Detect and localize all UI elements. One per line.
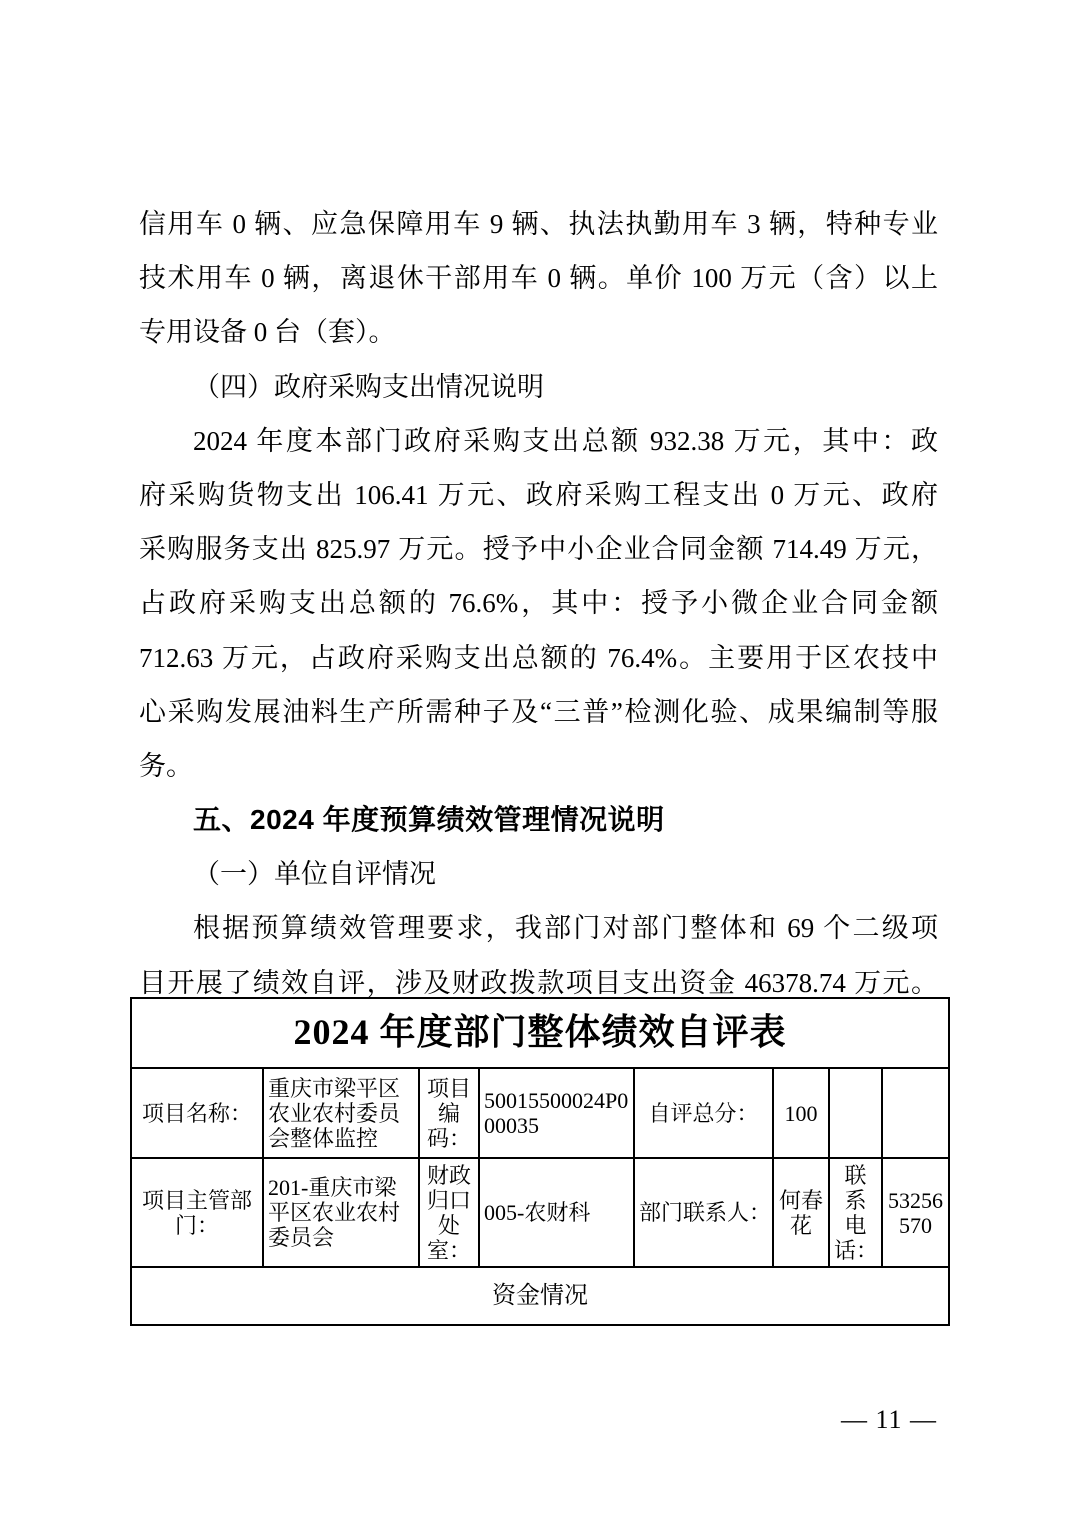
- heading-procurement-section: （四）政府采购支出情况说明: [193, 371, 544, 402]
- self-score-label: 自评总分：: [634, 1068, 773, 1158]
- paragraph-line: 技术用车 0 辆，离退休干部用车 0 辆。单价 100 万元（含）以上: [139, 263, 938, 294]
- project-code-label: 项目编码：: [419, 1068, 479, 1158]
- heading-performance-management: 五、2024 年度预算绩效管理情况说明: [193, 804, 665, 836]
- self-evaluation-table: [130, 997, 950, 1326]
- contact-phone-value: 53256570: [882, 1158, 949, 1267]
- body-text: [139, 197, 938, 1010]
- paragraph-line: 目开展了绩效自评，涉及财政拨款项目支出资金 46378.74 万元。: [139, 967, 938, 998]
- paragraph-line: 信用车 0 辆、应急保障用车 9 辆、执法执勤用车 3 辆，特种专业: [139, 209, 938, 239]
- paragraph-line: 专用设备 0 台（套）。: [139, 317, 396, 348]
- paragraph-line: 根据预算绩效管理要求，我部门对部门整体和 69 个二级项: [193, 913, 938, 944]
- paragraph-line: 2024 年度本部门政府采购支出总额 932.38 万元，其中：政: [193, 425, 938, 456]
- table-row-department: [131, 1158, 949, 1267]
- contact-phone-label: 联系电话：: [829, 1158, 882, 1267]
- paragraph-line: 占政府采购支出总额的 76.6%，其中：授予小微企业合同金额: [139, 588, 938, 619]
- funds-section-header: 资金情况: [131, 1267, 949, 1325]
- supervising-department-value: 201-重庆市梁平区农业农村委员会: [263, 1158, 419, 1267]
- finance-office-value: 005-农财科: [479, 1158, 634, 1267]
- empty-cell: [882, 1068, 949, 1158]
- table-row-funds-header: [131, 1267, 949, 1325]
- project-code-value: 50015500024P000035: [479, 1068, 634, 1158]
- table-title: 2024 年度部门整体绩效自评表: [131, 998, 949, 1068]
- self-score-value: 100: [773, 1068, 829, 1158]
- paragraph-line: 712.63 万元，占政府采购支出总额的 76.4%。主要用于区农技中: [139, 642, 938, 673]
- paragraph-line: 采购服务支出 825.97 万元。授予中小企业合同金额 714.49 万元，: [139, 534, 938, 565]
- contact-person-value: 何春花: [773, 1158, 829, 1267]
- paragraph-line: 务。: [139, 750, 193, 781]
- empty-cell: [829, 1068, 882, 1158]
- table-title-row: [131, 998, 949, 1068]
- supervising-department-label: 项目主管部门：: [131, 1158, 263, 1267]
- finance-office-label: 财政归口处室：: [419, 1158, 479, 1267]
- table-row-project: [131, 1068, 949, 1158]
- project-name-value: 重庆市梁平区农业农村委员会整体监控: [263, 1068, 419, 1158]
- project-name-label: 项目名称：: [131, 1068, 263, 1158]
- paragraph-line: 府采购货物支出 106.41 万元、政府采购工程支出 0 万元、政府: [139, 479, 938, 510]
- contact-person-label: 部门联系人：: [634, 1158, 773, 1267]
- heading-self-evaluation: （一）单位自评情况: [193, 859, 436, 890]
- paragraph-line: 心采购发展油料生产所需种子及“三普”检测化验、成果编制等服: [139, 696, 938, 727]
- page-number: — 11 —: [840, 1405, 937, 1434]
